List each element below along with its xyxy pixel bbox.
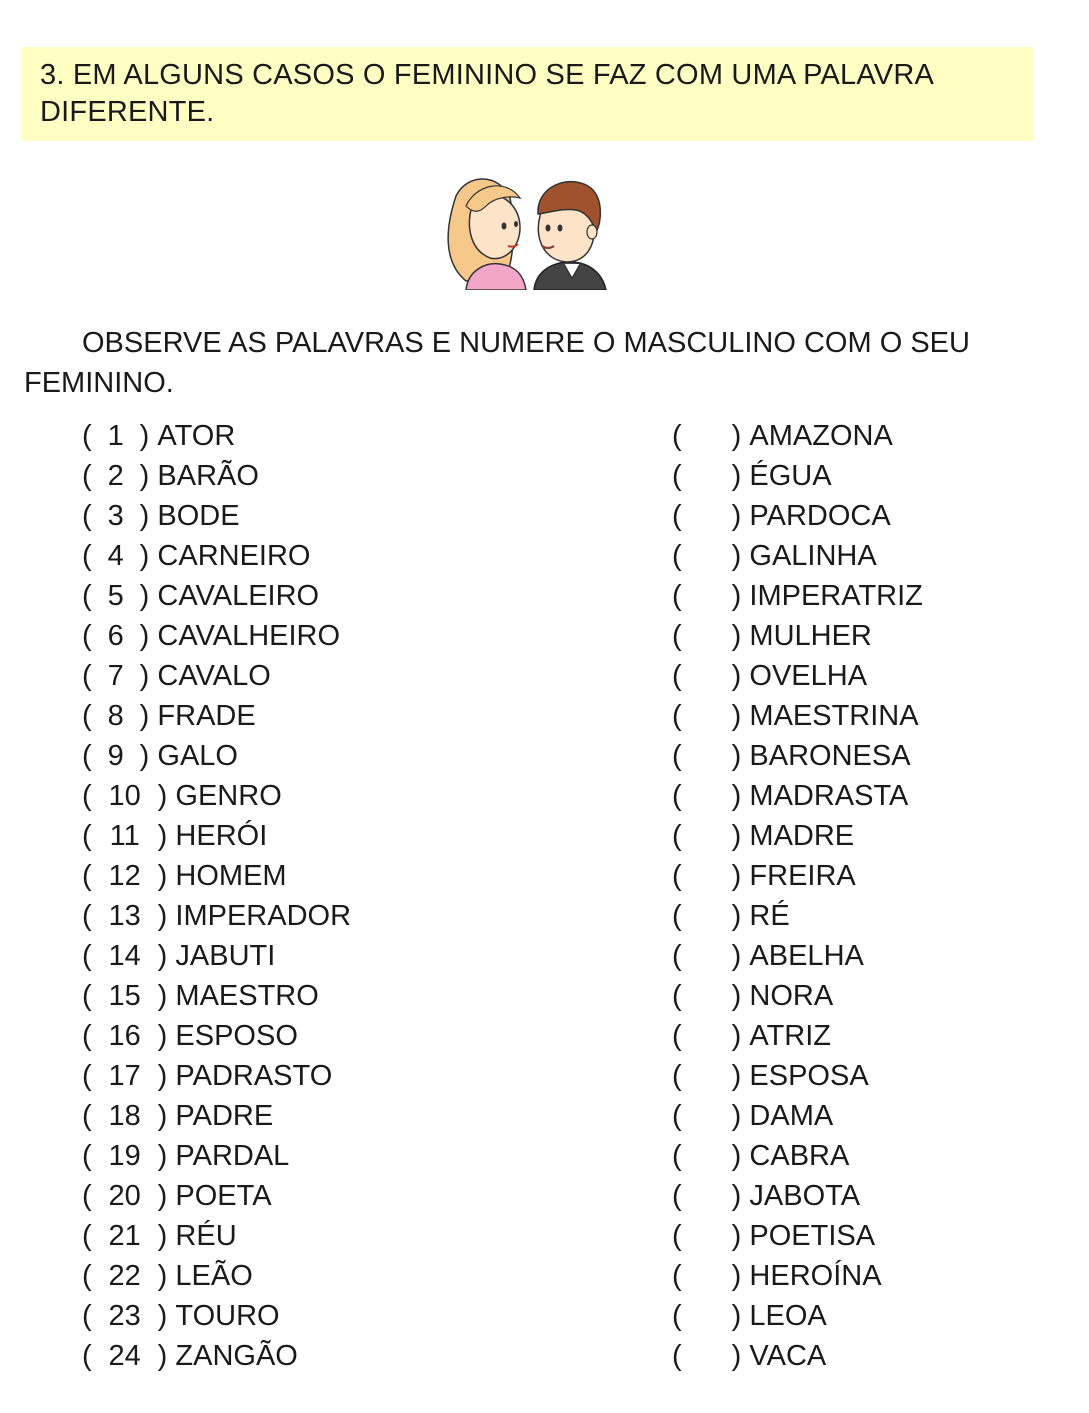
header-line-1: 3. EM ALGUNS CASOS O FEMININO SE FAZ COM UMA PALAVRA bbox=[40, 59, 935, 91]
open-paren: ( bbox=[672, 940, 682, 972]
masculine-item bbox=[82, 896, 351, 936]
masculine-word: BODE bbox=[157, 500, 240, 532]
feminine-word: RÉ bbox=[749, 900, 790, 932]
open-paren: ( bbox=[82, 460, 92, 492]
item-number[interactable]: 1 bbox=[107, 420, 124, 452]
masculine-item bbox=[82, 856, 351, 896]
item-number[interactable]: 19 bbox=[108, 1140, 141, 1172]
masculine-item bbox=[82, 1136, 351, 1176]
open-paren: ( bbox=[672, 1220, 682, 1252]
close-paren: ) bbox=[139, 620, 150, 652]
close-paren: ) bbox=[731, 420, 742, 452]
close-paren: ) bbox=[139, 660, 150, 692]
feminine-word: PARDOCA bbox=[749, 500, 891, 532]
close-paren: ) bbox=[731, 980, 742, 1012]
masculine-item bbox=[82, 1336, 351, 1376]
close-paren: ) bbox=[731, 1300, 742, 1332]
feminine-item bbox=[672, 896, 923, 936]
masculine-item bbox=[82, 576, 351, 616]
feminine-word: DAMA bbox=[749, 1100, 834, 1132]
feminine-word: MADRASTA bbox=[749, 780, 909, 812]
feminine-word: BARONESA bbox=[749, 740, 911, 772]
close-paren: ) bbox=[157, 1300, 168, 1332]
masculine-item bbox=[82, 976, 351, 1016]
feminine-word: OVELHA bbox=[749, 660, 868, 692]
close-paren: ) bbox=[731, 1020, 742, 1052]
feminine-word: FREIRA bbox=[749, 860, 856, 892]
feminine-item bbox=[672, 656, 923, 696]
feminine-item bbox=[672, 1296, 923, 1336]
item-number[interactable]: 24 bbox=[108, 1340, 141, 1372]
close-paren: ) bbox=[157, 1020, 168, 1052]
masculine-word: MAESTRO bbox=[175, 980, 319, 1012]
close-paren: ) bbox=[139, 500, 150, 532]
close-paren: ) bbox=[157, 780, 168, 812]
open-paren: ( bbox=[672, 780, 682, 812]
feminine-word: MAESTRINA bbox=[749, 700, 919, 732]
item-number[interactable]: 20 bbox=[108, 1180, 141, 1212]
item-number[interactable]: 4 bbox=[107, 540, 124, 572]
feminine-item bbox=[672, 1176, 923, 1216]
close-paren: ) bbox=[731, 1220, 742, 1252]
masculine-item bbox=[82, 776, 351, 816]
instruction bbox=[24, 323, 1044, 403]
header-box bbox=[22, 47, 1034, 141]
close-paren: ) bbox=[157, 1140, 168, 1172]
open-paren: ( bbox=[82, 660, 92, 692]
feminine-word: ÉGUA bbox=[749, 460, 832, 492]
masculine-word: CAVALHEIRO bbox=[157, 620, 341, 652]
close-paren: ) bbox=[731, 780, 742, 812]
open-paren: ( bbox=[672, 1060, 682, 1092]
close-paren: ) bbox=[157, 1260, 168, 1292]
close-paren: ) bbox=[157, 1100, 168, 1132]
feminine-word: LEOA bbox=[749, 1300, 827, 1332]
masculine-item bbox=[82, 656, 351, 696]
feminine-item bbox=[672, 1256, 923, 1296]
item-number[interactable]: 7 bbox=[107, 660, 124, 692]
masculine-word: HOMEM bbox=[175, 860, 287, 892]
item-number[interactable]: 2 bbox=[107, 460, 124, 492]
item-number[interactable]: 5 bbox=[107, 580, 124, 612]
close-paren: ) bbox=[731, 700, 742, 732]
masculine-word: JABUTI bbox=[175, 940, 276, 972]
open-paren: ( bbox=[82, 1340, 92, 1372]
masculine-word: PARDAL bbox=[175, 1140, 290, 1172]
masculine-item bbox=[82, 616, 351, 656]
open-paren: ( bbox=[82, 980, 92, 1012]
feminine-item bbox=[672, 1136, 923, 1176]
close-paren: ) bbox=[731, 1100, 742, 1132]
close-paren: ) bbox=[139, 700, 150, 732]
close-paren: ) bbox=[731, 860, 742, 892]
item-number[interactable]: 15 bbox=[108, 980, 141, 1012]
item-number[interactable]: 3 bbox=[107, 500, 124, 532]
close-paren: ) bbox=[731, 1260, 742, 1292]
open-paren: ( bbox=[672, 540, 682, 572]
masculine-item bbox=[82, 456, 351, 496]
close-paren: ) bbox=[157, 940, 168, 972]
masculine-word: ATOR bbox=[157, 420, 236, 452]
close-paren: ) bbox=[731, 540, 742, 572]
close-paren: ) bbox=[731, 1140, 742, 1172]
close-paren: ) bbox=[731, 660, 742, 692]
item-number[interactable]: 11 bbox=[109, 820, 140, 852]
open-paren: ( bbox=[82, 1220, 92, 1252]
close-paren: ) bbox=[731, 580, 742, 612]
masculine-item bbox=[82, 936, 351, 976]
close-paren: ) bbox=[139, 420, 150, 452]
open-paren: ( bbox=[82, 1060, 92, 1092]
feminine-word: ESPOSA bbox=[749, 1060, 869, 1092]
feminine-word: ATRIZ bbox=[749, 1020, 832, 1052]
masculine-word: CAVALO bbox=[157, 660, 271, 692]
item-number[interactable]: 10 bbox=[108, 780, 141, 812]
open-paren: ( bbox=[672, 1020, 682, 1052]
feminine-item bbox=[672, 1336, 923, 1376]
open-paren: ( bbox=[82, 860, 92, 892]
masculine-word: GENRO bbox=[175, 780, 282, 812]
open-paren: ( bbox=[672, 820, 682, 852]
open-paren: ( bbox=[82, 1140, 92, 1172]
open-paren: ( bbox=[82, 780, 92, 812]
feminine-item bbox=[672, 1216, 923, 1256]
feminine-item bbox=[672, 696, 923, 736]
masculine-word: PADRE bbox=[175, 1100, 274, 1132]
feminine-item bbox=[672, 416, 923, 456]
item-number[interactable]: 12 bbox=[108, 860, 141, 892]
item-number[interactable]: 13 bbox=[108, 900, 141, 932]
open-paren: ( bbox=[672, 660, 682, 692]
close-paren: ) bbox=[731, 900, 742, 932]
masculine-item bbox=[82, 736, 351, 776]
masculine-item bbox=[82, 496, 351, 536]
feminine-item bbox=[672, 456, 923, 496]
open-paren: ( bbox=[672, 1340, 682, 1372]
open-paren: ( bbox=[82, 420, 92, 452]
masculine-word: IMPERADOR bbox=[175, 900, 352, 932]
masculine-item bbox=[82, 1176, 351, 1216]
close-paren: ) bbox=[731, 820, 742, 852]
open-paren: ( bbox=[672, 420, 682, 452]
masculine-item bbox=[82, 816, 351, 856]
instruction-line-2: FEMININO. bbox=[24, 367, 174, 399]
item-number[interactable]: 14 bbox=[108, 940, 141, 972]
masculine-word: FRADE bbox=[157, 700, 256, 732]
feminine-word: GALINHA bbox=[749, 540, 877, 572]
close-paren: ) bbox=[731, 620, 742, 652]
feminine-item bbox=[672, 576, 923, 616]
masculine-word: TOURO bbox=[175, 1300, 280, 1332]
open-paren: ( bbox=[82, 620, 92, 652]
open-paren: ( bbox=[672, 1300, 682, 1332]
feminine-item bbox=[672, 1056, 923, 1096]
open-paren: ( bbox=[82, 900, 92, 932]
close-paren: ) bbox=[157, 860, 168, 892]
masculine-item bbox=[82, 696, 351, 736]
open-paren: ( bbox=[82, 580, 92, 612]
open-paren: ( bbox=[82, 1300, 92, 1332]
open-paren: ( bbox=[82, 940, 92, 972]
masculine-item bbox=[82, 416, 351, 456]
open-paren: ( bbox=[672, 1140, 682, 1172]
close-paren: ) bbox=[157, 1180, 168, 1212]
masculine-word: GALO bbox=[157, 740, 238, 772]
item-number[interactable]: 8 bbox=[107, 700, 124, 732]
masculine-item bbox=[82, 536, 351, 576]
masculine-item bbox=[82, 1096, 351, 1136]
masculine-word: CARNEIRO bbox=[157, 540, 311, 572]
feminine-word: HEROÍNA bbox=[749, 1260, 882, 1292]
item-number[interactable]: 9 bbox=[107, 740, 124, 772]
masculine-word: LEÃO bbox=[175, 1260, 253, 1292]
close-paren: ) bbox=[731, 1060, 742, 1092]
open-paren: ( bbox=[672, 1260, 682, 1292]
feminine-item bbox=[672, 1016, 923, 1056]
open-paren: ( bbox=[82, 1180, 92, 1212]
open-paren: ( bbox=[672, 700, 682, 732]
open-paren: ( bbox=[82, 500, 92, 532]
close-paren: ) bbox=[731, 460, 742, 492]
open-paren: ( bbox=[672, 620, 682, 652]
feminine-word: NORA bbox=[749, 980, 834, 1012]
feminine-word: MULHER bbox=[749, 620, 872, 652]
open-paren: ( bbox=[672, 500, 682, 532]
open-paren: ( bbox=[672, 980, 682, 1012]
close-paren: ) bbox=[157, 1340, 168, 1372]
feminine-item bbox=[672, 776, 923, 816]
close-paren: ) bbox=[157, 1220, 168, 1252]
feminine-item bbox=[672, 816, 923, 856]
feminine-item bbox=[672, 736, 923, 776]
close-paren: ) bbox=[157, 820, 168, 852]
open-paren: ( bbox=[82, 700, 92, 732]
masculine-word: CAVALEIRO bbox=[157, 580, 320, 612]
masculine-item bbox=[82, 1256, 351, 1296]
item-number[interactable]: 18 bbox=[108, 1100, 141, 1132]
masculine-word: RÉU bbox=[175, 1220, 237, 1252]
open-paren: ( bbox=[82, 540, 92, 572]
masculine-item bbox=[82, 1216, 351, 1256]
masculine-list bbox=[82, 416, 351, 1376]
feminine-item bbox=[672, 536, 923, 576]
open-paren: ( bbox=[672, 860, 682, 892]
masculine-word: BARÃO bbox=[157, 460, 259, 492]
feminine-item bbox=[672, 976, 923, 1016]
feminine-word: POETISA bbox=[749, 1220, 876, 1252]
masculine-item bbox=[82, 1016, 351, 1056]
close-paren: ) bbox=[731, 500, 742, 532]
open-paren: ( bbox=[672, 740, 682, 772]
header-line-2: DIFERENTE. bbox=[40, 96, 215, 128]
feminine-item bbox=[672, 936, 923, 976]
masculine-word: POETA bbox=[175, 1180, 272, 1212]
item-number[interactable]: 17 bbox=[108, 1060, 141, 1092]
open-paren: ( bbox=[672, 580, 682, 612]
feminine-word: VACA bbox=[749, 1340, 827, 1372]
open-paren: ( bbox=[82, 820, 92, 852]
close-paren: ) bbox=[157, 900, 168, 932]
masculine-word: ZANGÃO bbox=[175, 1340, 298, 1372]
close-paren: ) bbox=[731, 1340, 742, 1372]
item-number[interactable]: 22 bbox=[108, 1260, 141, 1292]
feminine-word: CABRA bbox=[749, 1140, 850, 1172]
open-paren: ( bbox=[82, 1020, 92, 1052]
feminine-word: ABELHA bbox=[749, 940, 864, 972]
couple-illustration-icon bbox=[436, 166, 614, 290]
instruction-line-1: OBSERVE AS PALAVRAS E NUMERE O MASCULINO COM O SEU bbox=[82, 327, 970, 359]
feminine-list bbox=[672, 416, 923, 1376]
close-paren: ) bbox=[731, 940, 742, 972]
close-paren: ) bbox=[731, 1180, 742, 1212]
item-number[interactable]: 23 bbox=[108, 1300, 141, 1332]
open-paren: ( bbox=[82, 1260, 92, 1292]
masculine-word: ESPOSO bbox=[175, 1020, 298, 1052]
feminine-word: MADRE bbox=[749, 820, 855, 852]
close-paren: ) bbox=[157, 1060, 168, 1092]
feminine-item bbox=[672, 1096, 923, 1136]
masculine-word: HERÓI bbox=[175, 820, 268, 852]
masculine-item bbox=[82, 1056, 351, 1096]
item-number[interactable]: 21 bbox=[108, 1220, 141, 1252]
feminine-item bbox=[672, 496, 923, 536]
open-paren: ( bbox=[82, 740, 92, 772]
masculine-item bbox=[82, 1296, 351, 1336]
close-paren: ) bbox=[139, 540, 150, 572]
close-paren: ) bbox=[157, 980, 168, 1012]
item-number[interactable]: 6 bbox=[107, 620, 124, 652]
open-paren: ( bbox=[672, 1100, 682, 1132]
feminine-word: IMPERATRIZ bbox=[749, 580, 923, 612]
close-paren: ) bbox=[139, 460, 150, 492]
feminine-word: AMAZONA bbox=[749, 420, 893, 452]
close-paren: ) bbox=[139, 740, 150, 772]
open-paren: ( bbox=[672, 1180, 682, 1212]
feminine-item bbox=[672, 856, 923, 896]
feminine-item bbox=[672, 616, 923, 656]
close-paren: ) bbox=[731, 740, 742, 772]
open-paren: ( bbox=[82, 1100, 92, 1132]
masculine-word: PADRASTO bbox=[175, 1060, 333, 1092]
item-number[interactable]: 16 bbox=[108, 1020, 141, 1052]
open-paren: ( bbox=[672, 460, 682, 492]
feminine-word: JABOTA bbox=[749, 1180, 861, 1212]
close-paren: ) bbox=[139, 580, 150, 612]
open-paren: ( bbox=[672, 900, 682, 932]
